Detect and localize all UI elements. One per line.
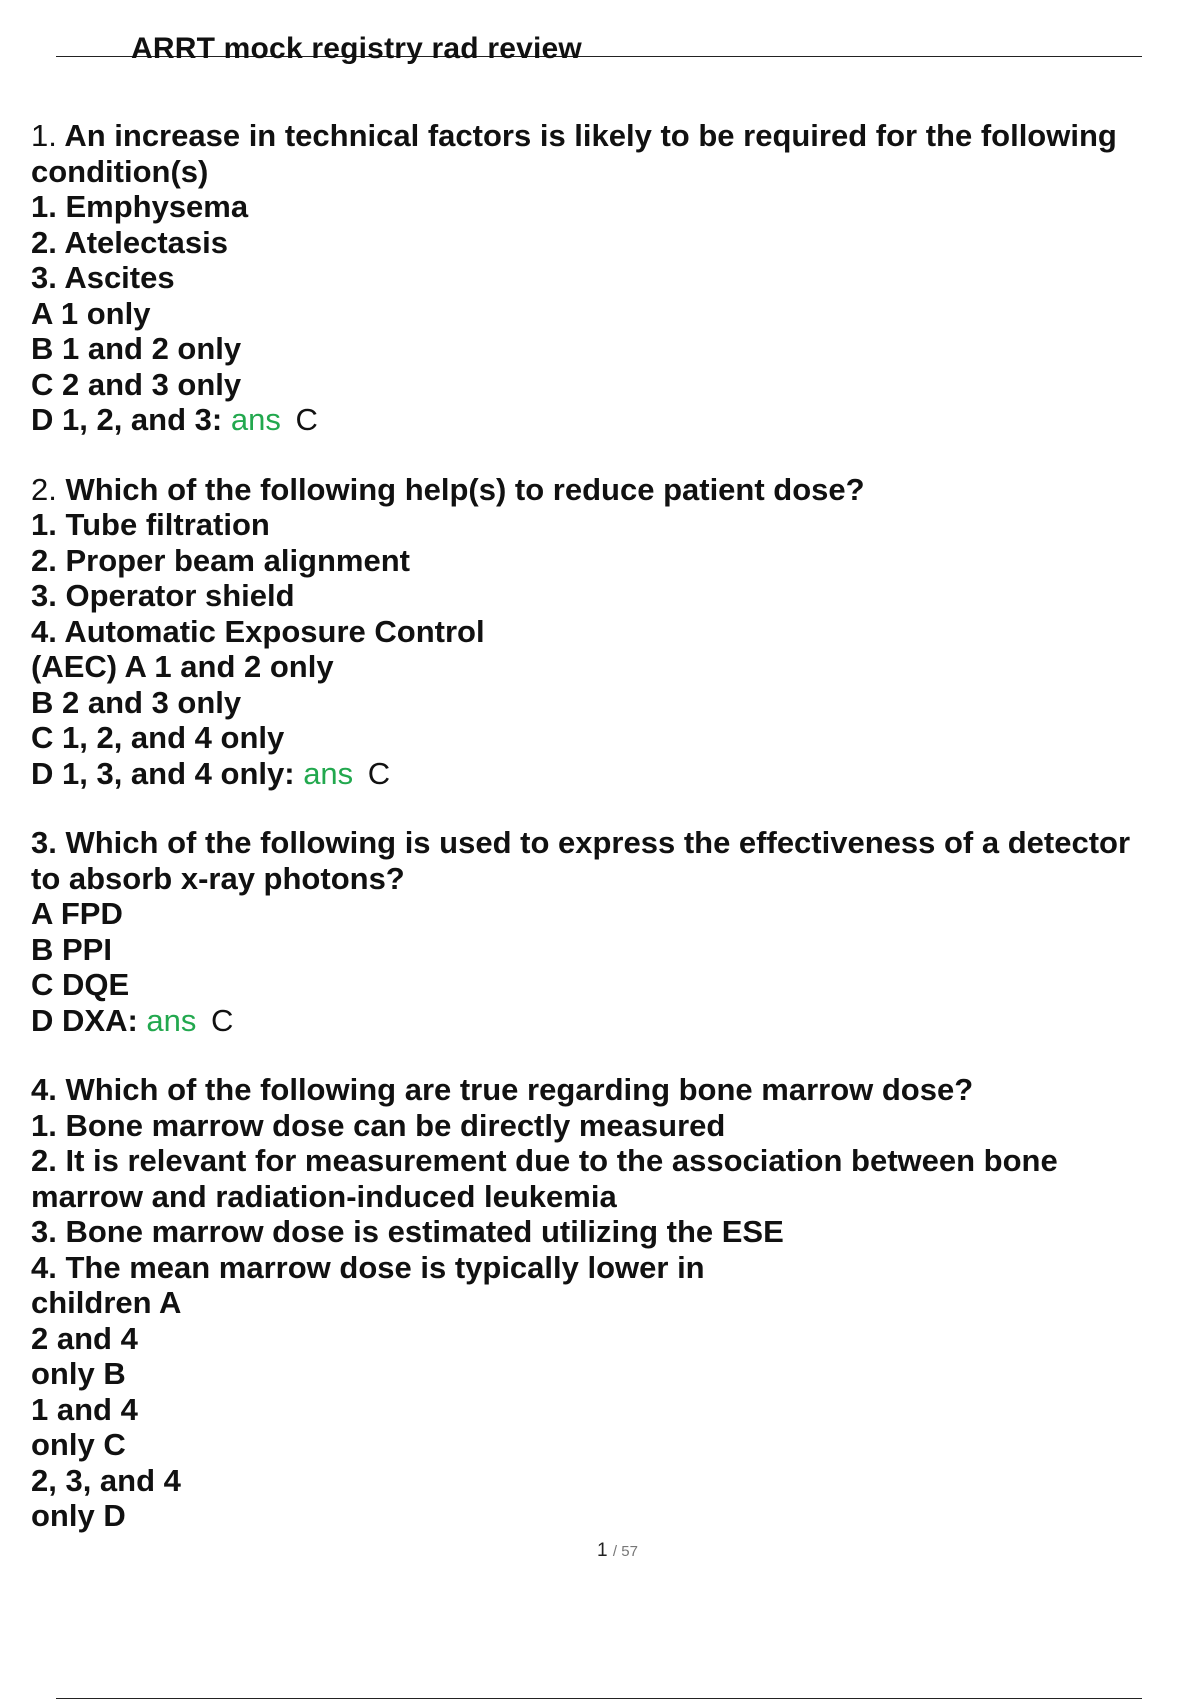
question-number: 3. xyxy=(31,825,57,860)
answer-option-text: D DXA: xyxy=(31,1002,138,1038)
answer-option: C DQE xyxy=(31,967,130,1002)
question-stem xyxy=(31,1072,1191,1108)
answer-option: (AEC) A 1 and 2 only xyxy=(31,649,334,684)
answer-option: 2 and 4 xyxy=(31,1320,138,1356)
list-item: 3. Bone marrow dose is estimated utilizing the ESE xyxy=(31,1214,784,1249)
answer-option: A 1 only xyxy=(31,295,151,331)
list-item: 2. Atelectasis xyxy=(31,224,229,260)
question-stem xyxy=(31,118,1191,154)
answer-option-text: D 1, 3, and 4 only: xyxy=(31,755,295,791)
answer-option: only C xyxy=(31,1427,126,1462)
question-number: 2. xyxy=(31,471,57,507)
question-3 xyxy=(31,825,1191,1038)
footer-rule xyxy=(56,1698,1142,1699)
question-stem-text: to absorb x-ray photons? xyxy=(31,860,405,896)
answer-option-text: D 1, 2, and 3: xyxy=(31,402,223,437)
answer-option: 2, 3, and 4 xyxy=(31,1462,181,1498)
answer-key-label: ans xyxy=(303,755,354,791)
list-item: 3. Ascites xyxy=(31,260,175,295)
list-item: 3. Operator shield xyxy=(31,578,295,613)
question-number: 4. xyxy=(31,1072,57,1107)
list-item: 4. Automatic Exposure Control xyxy=(31,613,485,649)
list-item: 1. Bone marrow dose can be directly measured xyxy=(31,1107,726,1143)
answer-option-with-key xyxy=(31,1003,1191,1039)
answer-key-value: C xyxy=(211,1002,234,1038)
question-list xyxy=(31,118,1191,1568)
answer-option: B PPI xyxy=(31,931,112,967)
answer-option-with-key xyxy=(31,402,1191,438)
document-title: ARRT mock registry rad review xyxy=(131,32,582,65)
answer-option: only D xyxy=(31,1498,126,1533)
answer-option: children A xyxy=(31,1285,182,1320)
list-item: marrow and radiation-induced leukemia xyxy=(31,1178,617,1214)
question-stem-text: Which of the following is used to express the effectiveness of a detector xyxy=(65,825,1131,860)
page-indicator xyxy=(0,1540,1200,1562)
answer-option: B 2 and 3 only xyxy=(31,684,242,720)
page-current: 1 xyxy=(597,1540,608,1561)
list-item: 2. Proper beam alignment xyxy=(31,542,410,578)
question-stem-text: Which of the following help(s) to reduce patient dose? xyxy=(65,471,865,507)
list-item: 1. Emphysema xyxy=(31,189,249,224)
answer-option: only B xyxy=(31,1356,126,1391)
question-4 xyxy=(31,1072,1191,1534)
answer-key-value: C xyxy=(367,755,391,791)
answer-option: C 2 and 3 only xyxy=(31,366,242,402)
answer-option: 1 and 4 xyxy=(31,1391,138,1427)
page-total: / 57 xyxy=(612,1543,638,1560)
question-stem xyxy=(31,825,1191,861)
question-stem-text: condition(s) xyxy=(31,153,209,189)
answer-key-value: C xyxy=(295,402,318,437)
list-item: 1. Tube filtration xyxy=(31,507,270,542)
question-stem-text: An increase in technical factors is likely to be required for the following xyxy=(64,118,1117,153)
answer-option: A FPD xyxy=(31,896,123,931)
question-1 xyxy=(31,118,1191,438)
question-stem-text: Which of the following are true regarding bone marrow dose? xyxy=(65,1072,974,1107)
answer-option: B 1 and 2 only xyxy=(31,331,242,366)
list-item: 2. It is relevant for measurement due to the association between bone xyxy=(31,1143,1058,1178)
answer-option-with-key xyxy=(31,756,1191,792)
question-stem xyxy=(31,472,1191,508)
question-number: 1. xyxy=(31,118,57,153)
answer-option: C 1, 2, and 4 only xyxy=(31,720,285,755)
answer-key-label: ans xyxy=(146,1002,197,1038)
answer-key-label: ans xyxy=(230,402,281,437)
question-2 xyxy=(31,472,1191,792)
list-item: 4. The mean marrow dose is typically lower in xyxy=(31,1249,705,1285)
